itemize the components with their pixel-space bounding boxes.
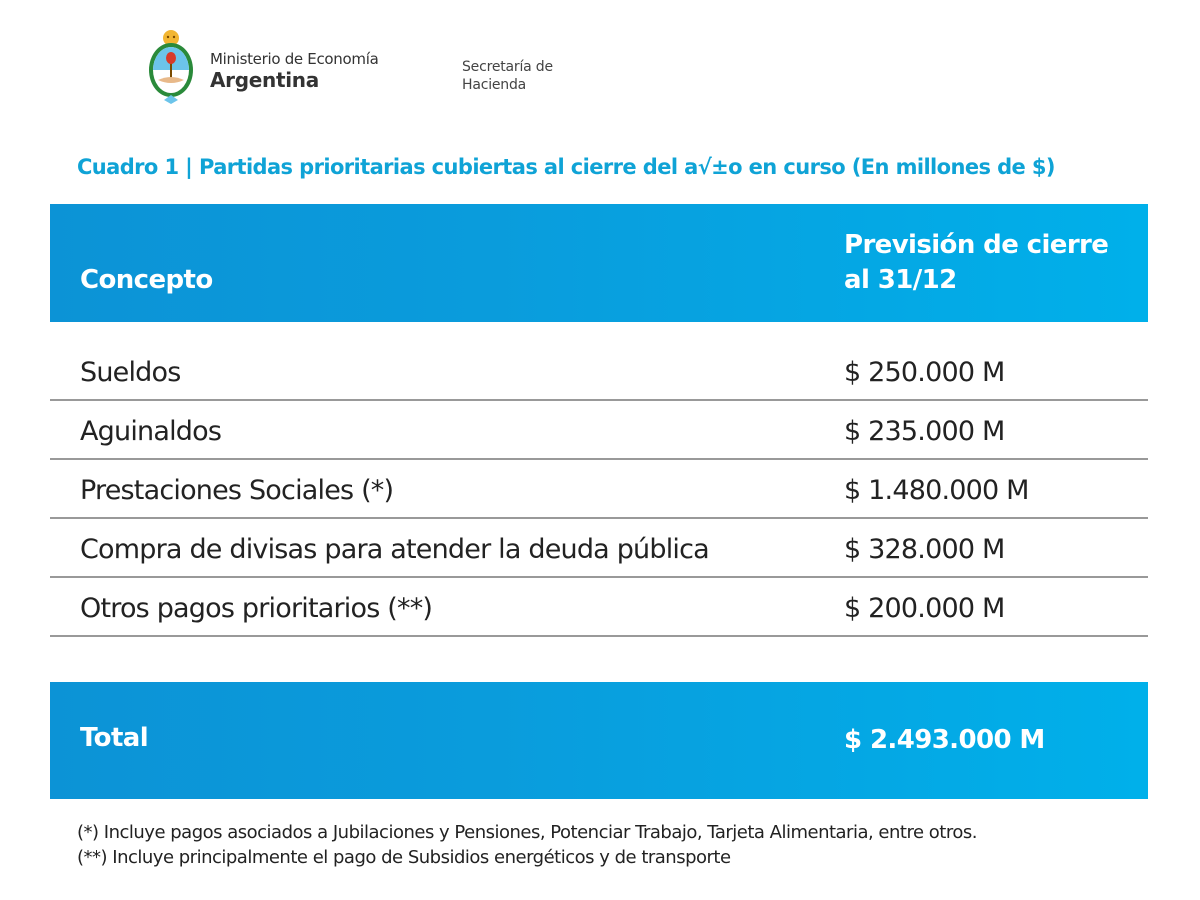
page-header [146, 28, 746, 108]
row-valor: $ 250.000 M [844, 357, 1005, 388]
row-valor: $ 235.000 M [844, 416, 1005, 447]
table-row [50, 342, 1148, 401]
total-row [50, 682, 1148, 799]
footnote-2: (**) Incluye principalmente el pago de Subsidios energéticos y de transporte [77, 847, 731, 868]
total-label: Total [80, 723, 149, 753]
ministry-line2: Argentina [210, 68, 319, 92]
secretaria-line1: Secretaría de [462, 59, 553, 75]
row-valor: $ 1.480.000 M [844, 475, 1029, 506]
table-header [50, 204, 1148, 322]
row-valor: $ 328.000 M [844, 534, 1005, 565]
table-row [50, 401, 1148, 460]
ministry-name [210, 50, 378, 92]
column-header-prevision-line1: Previsión de cierre [844, 230, 1109, 260]
column-header-prevision-line2: al 31/12 [844, 265, 957, 295]
row-concepto: Prestaciones Sociales (*) [80, 475, 394, 506]
table-row [50, 519, 1148, 578]
row-concepto: Sueldos [80, 357, 181, 388]
row-valor: $ 200.000 M [844, 593, 1005, 624]
row-concepto: Otros pagos prioritarios (**) [80, 593, 433, 624]
coat-of-arms-icon [146, 28, 196, 108]
footnote-1: (*) Incluye pagos asociados a Jubilaciones y Pensiones, Potenciar Trabajo, Tarjeta Alimentaria, entre otros. [77, 822, 977, 843]
footnotes [77, 820, 977, 870]
total-value: $ 2.493.000 M [844, 725, 1045, 755]
column-header-prevision [844, 228, 1108, 298]
column-header-concepto: Concepto [80, 265, 213, 295]
table-body [50, 342, 1148, 637]
row-concepto: Compra de divisas para atender la deuda pública [80, 534, 709, 565]
secretaria-line2: Hacienda [462, 77, 527, 93]
table-title: Cuadro 1 | Partidas prioritarias cubiertas al cierre del a√±o en curso (En millones de $) [77, 155, 1055, 179]
row-concepto: Aguinaldos [80, 416, 222, 447]
table-row [50, 578, 1148, 637]
ministry-line1: Ministerio de Economía [210, 50, 379, 68]
secretaria-name [462, 58, 553, 94]
table-row [50, 460, 1148, 519]
